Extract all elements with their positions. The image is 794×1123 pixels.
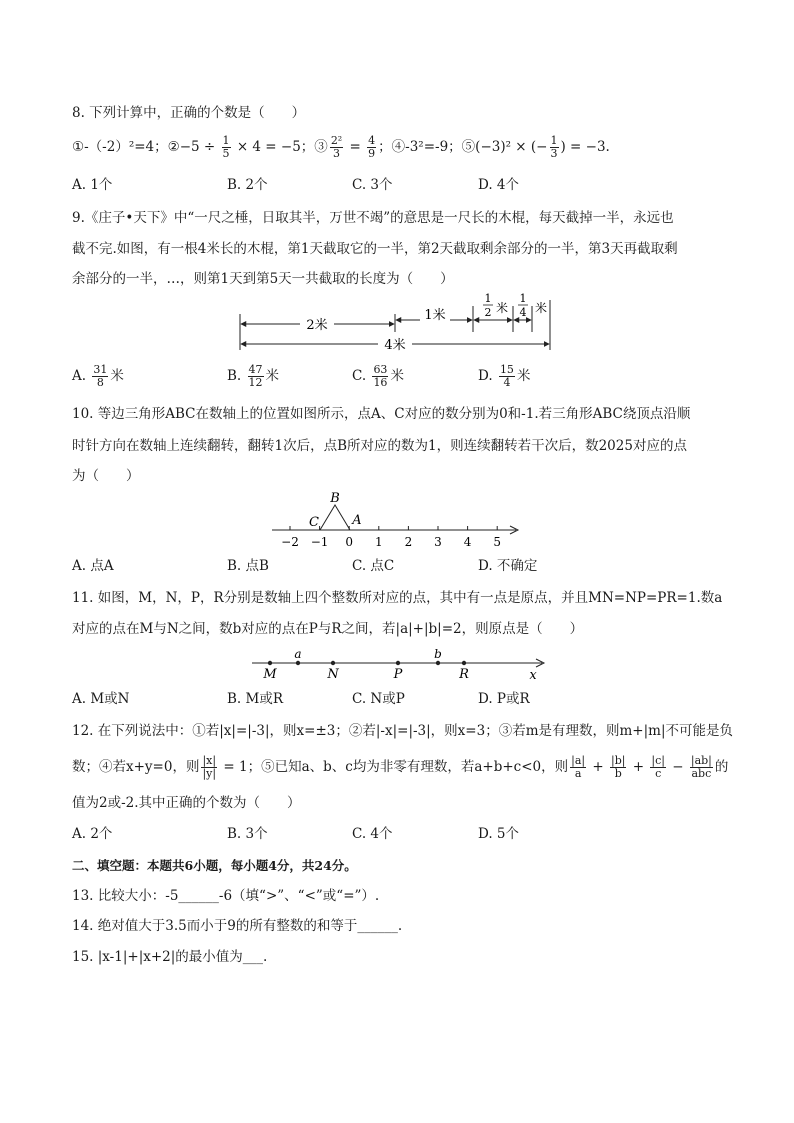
q15-text: 15. |x-1|+|x+2|的最小值为___. xyxy=(72,949,268,965)
tick-label: −1 xyxy=(310,535,329,549)
q8-stem: 8. 下列计算中，正确的个数是（ ） xyxy=(72,105,306,121)
q14-text: 14. 绝对值大于3.5而小于9的所有整数的和等于______. xyxy=(72,918,403,934)
label-quarter-den: 4 xyxy=(519,306,527,319)
tick-label: 0 xyxy=(345,535,354,549)
q13-text: 13. 比较大小：-5______-6（填“>”、“<”或“=”）. xyxy=(72,888,380,904)
fraction: $\frac{1}{3}$ xyxy=(550,134,558,160)
q10-option-a[interactable]: A. 点A xyxy=(72,558,114,574)
fraction: $\frac{\text{2²}}{3}$ xyxy=(330,134,343,160)
q11-option-a[interactable]: A. M或N xyxy=(72,691,130,707)
fraction: $\frac{|x|}{|y|}$ xyxy=(202,754,217,780)
q10-number-line xyxy=(268,488,524,552)
point-p xyxy=(396,661,400,665)
q9-line-2: 截不完.如图，有一根4米长的木棍，第1天截取它的一半，第2天截取剩余部分的一半，第3天再截取剩 xyxy=(72,241,678,257)
label-m: M xyxy=(263,667,277,682)
label-b: b xyxy=(434,647,442,661)
q8-expr-part: ；④-3²=-9；⑤ xyxy=(378,139,476,155)
vertex-a-label: A xyxy=(352,513,362,528)
tick-label: 1 xyxy=(374,535,383,549)
q12-option-b[interactable]: B. 3个 xyxy=(227,826,268,842)
q12-option-d[interactable]: D. 5个 xyxy=(478,826,520,842)
q9-line-1: 9.《庄子•天下》中“一尺之棰，日取其半，万世不竭”的意思是一尺长的木棍，每天截掉一半，永远也 xyxy=(72,210,674,226)
fraction: $\frac{|c|}{c}$ xyxy=(651,754,665,780)
q10-option-c[interactable]: C. 点C xyxy=(352,558,395,574)
q11-line-2: 对应的点在M与N之间，数b对应的点在P与R之间，若|a|+|b|=2，则原点是（ ） xyxy=(72,621,584,637)
vertex-b-label: B xyxy=(330,491,340,506)
label-4m: 4米 xyxy=(384,338,406,353)
q9-option-a[interactable]: A. $\frac{31}{8}$ 米 xyxy=(72,363,124,389)
q11-line-1: 11. 如图，M，N，P，R分别是数轴上四个整数所对应的点，其中有一点是原点，并且MN=NP=PR=1.数a xyxy=(72,590,723,606)
q10-line-3: 为（ ） xyxy=(72,468,140,484)
label-n: N xyxy=(327,667,339,682)
q8-option-c[interactable]: C. 3个 xyxy=(352,177,393,193)
label-half-unit: 米 xyxy=(495,301,509,315)
q10-option-b[interactable]: B. 点B xyxy=(227,558,269,574)
vertex-c-label: C xyxy=(309,515,319,530)
fraction: $\frac{|a|}{a}$ xyxy=(571,754,586,780)
q8-option-d[interactable]: D. 4个 xyxy=(478,177,520,193)
fraction: $\frac{|b|}{b}$ xyxy=(611,754,626,780)
point-m xyxy=(268,661,272,665)
tick-label: −2 xyxy=(281,535,299,549)
q9-line-3: 余部分的一半，…，则第1天到第5天一共截取的长度为（ ） xyxy=(72,271,454,287)
fraction: $\frac{1}{5}$ xyxy=(222,134,230,160)
q11-option-d[interactable]: D. P或R xyxy=(478,691,530,707)
q10-line-1: 10. 等边三角形ABC在数轴上的位置如图所示，点A、C对应的数分别为0和-1.若三角形ABC绕顶点沿顺 xyxy=(72,406,691,422)
point-a xyxy=(296,661,300,665)
q12-line-3: 值为2或-2.其中正确的个数为（ ） xyxy=(72,795,301,811)
q8-expr-part: ①-（-2）²=4；② xyxy=(72,139,180,155)
label-1m: 1米 xyxy=(424,308,446,323)
q12-option-c[interactable]: C. 4个 xyxy=(352,826,393,842)
fraction: $\frac{|ab|}{\text{abc}}$ xyxy=(690,754,712,780)
q9-option-d[interactable]: D. $\frac{15}{4}$ 米 xyxy=(478,363,531,389)
point-n xyxy=(331,661,335,665)
q8-expr-part: −5 ÷ xyxy=(179,139,220,155)
label-r: R xyxy=(459,667,469,682)
q8-expr-part: (−3)² × (− xyxy=(475,139,548,155)
label-x: x xyxy=(529,668,537,683)
label-a: a xyxy=(294,647,302,661)
fraction: $\frac{4}{9}$ xyxy=(368,134,376,160)
label-half-num: 1 xyxy=(484,292,492,305)
label-p: P xyxy=(393,667,403,682)
q10-line-2: 时针方向在数轴上连续翻转，翻转1次后，点B所对应的数为1，则连续翻转若干次后，数2025对应的点 xyxy=(72,438,687,454)
tick-label: 4 xyxy=(463,535,472,549)
q8-expression: ①-（-2）²=4；②−5 ÷ $\frac{1}{5}$ × 4 = −5；③ $\frac{\text{2²}}{3}$ = $\frac{4}{9}$ ；④-3²=-9；⑤(−3)² × (− $\frac{1}{3}$ ) = −3. xyxy=(72,134,610,160)
q8-option-a[interactable]: A. 1个 xyxy=(72,177,113,193)
point-r xyxy=(462,661,466,665)
label-half-den: 2 xyxy=(484,306,492,319)
q10-option-d[interactable]: D. 不确定 xyxy=(478,558,538,574)
q12-line-2: 数；④若x+y=0，则 $\frac{|x|}{|y|}$ = 1；⑤已知a、b、c均为非零有理数，若a+b+c<0，则 $\frac{|a|}{a}$ + $\frac{|b|}{b}$ + $\frac{|c|}{c}$ − $\frac{|ab|}{\text{abc}}$ 的 xyxy=(72,754,729,780)
triangle-abc xyxy=(320,505,350,530)
q8-expr-part: ) = −3. xyxy=(560,139,610,155)
q9-option-b[interactable]: B. $\frac{47}{12}$ 米 xyxy=(227,363,280,389)
q9-stick-figure xyxy=(230,292,560,354)
section-heading: 二、填空题：本题共6小题，每小题4分，共24分。 xyxy=(72,858,357,873)
q11-option-c[interactable]: C. N或P xyxy=(352,691,405,707)
q11-number-line xyxy=(250,645,550,683)
q12-line-1: 12. 在下列说法中：①若|x|=|-3|，则x=±3；②若|-x|=|-3|，则x=3；③若m是有理数，则m+|m|不可能是负 xyxy=(72,723,734,739)
point-b xyxy=(436,661,440,665)
q9-option-c[interactable]: C. $\frac{63}{16}$ 米 xyxy=(352,363,404,389)
label-quarter-num: 1 xyxy=(519,292,527,305)
tick-label: 2 xyxy=(404,535,413,549)
q11-option-b[interactable]: B. M或R xyxy=(227,691,283,707)
label-2m: 2米 xyxy=(306,318,328,333)
tick-label: 3 xyxy=(434,535,442,549)
tick-label: 5 xyxy=(493,535,502,549)
q8-option-b[interactable]: B. 2个 xyxy=(227,177,268,193)
q12-option-a[interactable]: A. 2个 xyxy=(72,826,113,842)
q8-expr-part: × 4 = −5；③ xyxy=(232,139,328,155)
label-quarter-unit: 米 xyxy=(534,301,548,315)
